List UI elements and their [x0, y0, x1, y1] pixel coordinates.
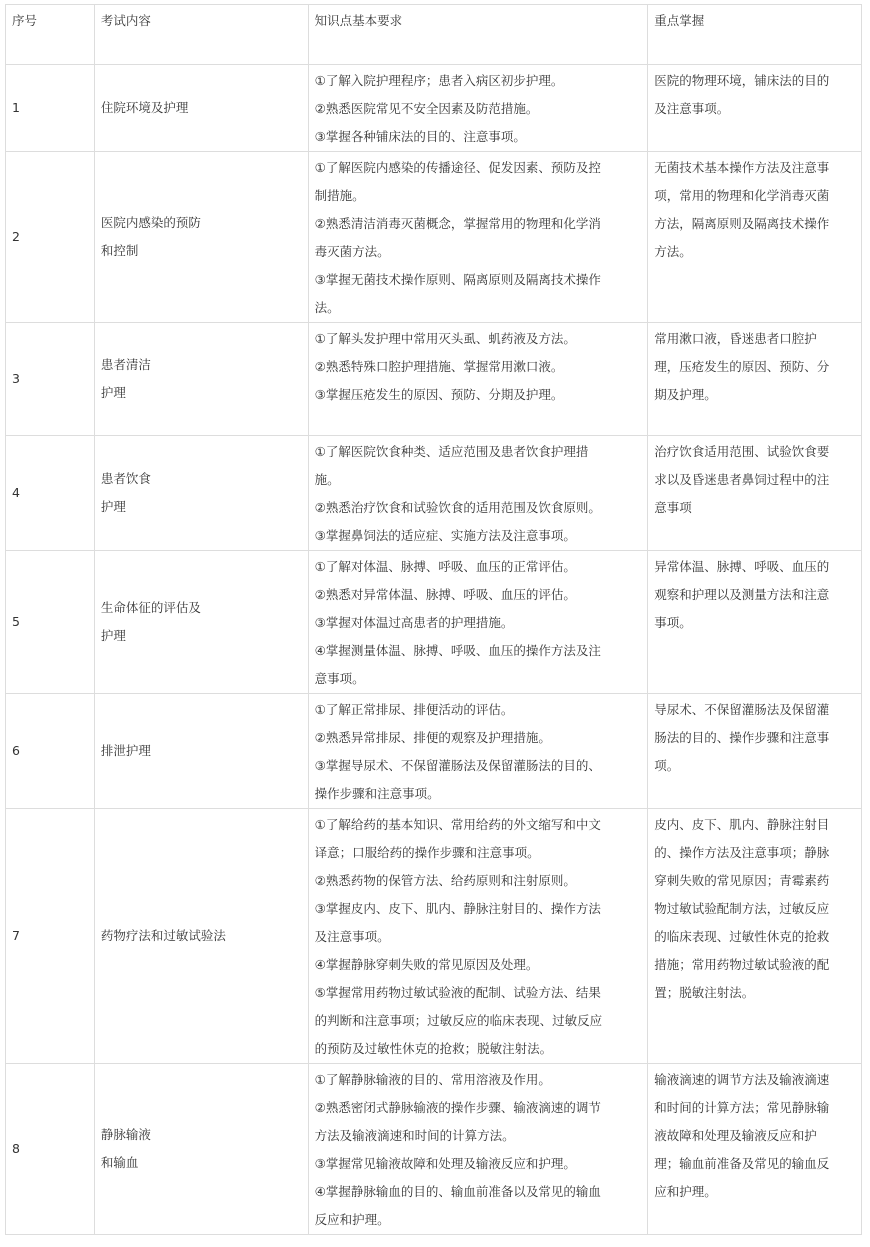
- key-point-line: 观察和护理以及测量方法和注意: [654, 587, 830, 602]
- requirement-line: 毒灭菌方法。: [314, 244, 390, 259]
- requirement-line: ③掌握常见输液故障和处理及输液反应和护理。: [314, 1156, 576, 1171]
- key-point-line: 应和护理。: [654, 1184, 717, 1199]
- key-point-line: 项。: [654, 758, 680, 773]
- key-point-line: 医院的物理环境，铺床法的目的: [654, 73, 830, 88]
- key-point-line: 常用漱口液，昏迷患者口腔护: [654, 331, 817, 346]
- key-point-line: 求以及昏迷患者鼻饲过程中的注: [654, 472, 830, 487]
- requirement-line: ①了解入院护理程序；患者入病区初步护理。: [314, 73, 564, 88]
- header-row: [6, 5, 862, 65]
- requirement-line: ②熟悉特殊口腔护理措施、掌握常用漱口液。: [314, 359, 564, 374]
- requirement-line: ②熟悉药物的保管方法、给药原则和注射原则。: [314, 873, 576, 888]
- exam-content-line: 护理: [100, 385, 126, 400]
- exam-content: [94, 436, 308, 551]
- row-number: 5: [6, 551, 95, 694]
- row-number: 1: [6, 65, 95, 152]
- table-row: [6, 551, 862, 694]
- key-point-line: 无菌技术基本操作方法及注意事: [654, 160, 830, 175]
- exam-content-line: 生命体征的评估及: [100, 600, 201, 615]
- table-row: [6, 65, 862, 152]
- requirement-line: 反应和护理。: [314, 1212, 390, 1227]
- table-row: [6, 809, 862, 1064]
- exam-content-line: 护理: [100, 628, 126, 643]
- exam-content-line: 静脉输液: [100, 1127, 151, 1142]
- key-points: [648, 1064, 862, 1235]
- requirement-line: ③掌握无菌技术操作原则、隔离原则及隔离技术操作: [314, 272, 601, 287]
- key-point-line: 置；脱敏注射法。: [654, 985, 755, 1000]
- requirement-line: ②熟悉治疗饮食和试验饮食的适用范围及饮食原则。: [314, 500, 601, 515]
- requirement-line: ①了解头发护理中常用灭头虱、虮药液及方法。: [314, 331, 576, 346]
- key-point-line: 方法。: [654, 244, 692, 259]
- key-point-line: 的、操作方法及注意事项；静脉: [654, 845, 830, 860]
- row-number: 3: [6, 323, 95, 436]
- exam-content: [94, 809, 308, 1064]
- key-points: [648, 323, 862, 436]
- requirements: [308, 809, 648, 1064]
- key-point-line: 物过敏试验配制方法，过敏反应: [654, 901, 830, 916]
- requirement-line: ②熟悉清洁消毒灭菌概念，掌握常用的物理和化学消: [314, 216, 601, 231]
- key-point-line: 导尿术、不保留灌肠法及保留灌: [654, 702, 830, 717]
- requirement-line: ③掌握各种铺床法的目的、注意事项。: [314, 129, 526, 144]
- row-number: 2: [6, 152, 95, 323]
- exam-content: [94, 694, 308, 809]
- key-point-line: 和时间的计算方法；常见静脉输: [654, 1100, 830, 1115]
- row-number: 6: [6, 694, 95, 809]
- exam-content: [94, 551, 308, 694]
- header-no: 序号: [6, 5, 95, 65]
- row-number: 4: [6, 436, 95, 551]
- key-points: [648, 436, 862, 551]
- exam-content: [94, 323, 308, 436]
- requirements: [308, 694, 648, 809]
- requirement-line: 的预防及过敏性休克的抢救；脱敏注射法。: [314, 1041, 553, 1056]
- key-points: [648, 551, 862, 694]
- requirement-line: ④掌握测量体温、脉搏、呼吸、血压的操作方法及注: [314, 643, 601, 658]
- requirement-line: ③掌握鼻饲法的适应症、实施方法及注意事项。: [314, 528, 576, 543]
- requirement-line: ⑤掌握常用药物过敏试验液的配制、试验方法、结果: [314, 985, 601, 1000]
- requirement-line: 操作步骤和注意事项。: [314, 786, 440, 801]
- exam-content-line: 医院内感染的预防: [100, 215, 201, 230]
- key-point-line: 意事项: [654, 500, 692, 515]
- requirement-line: ①了解医院饮食种类、适应范围及患者饮食护理措: [314, 444, 589, 459]
- requirement-line: 的判断和注意事项；过敏反应的临床表现、过敏反应: [314, 1013, 603, 1028]
- header-key-points: 重点掌握: [648, 5, 862, 65]
- requirement-line: ②熟悉异常排尿、排便的观察及护理措施。: [314, 730, 551, 745]
- requirements: [308, 436, 648, 551]
- requirement-line: ①了解医院内感染的传播途径、促发因素、预防及控: [314, 160, 601, 175]
- requirement-line: 制措施。: [314, 188, 365, 203]
- header-requirements: 知识点基本要求: [308, 5, 648, 65]
- key-point-line: 方法，隔离原则及隔离技术操作: [654, 216, 830, 231]
- key-point-line: 液故障和处理及输液反应和护: [654, 1128, 817, 1143]
- exam-content-line: 住院环境及护理: [100, 100, 189, 115]
- requirements: [308, 65, 648, 152]
- exam-content-line: 患者饮食: [100, 471, 151, 486]
- key-point-line: 项，常用的物理和化学消毒灭菌: [654, 188, 830, 203]
- requirement-line: 方法及输液滴速和时间的计算方法。: [314, 1128, 515, 1143]
- key-point-line: 及注意事项。: [654, 101, 730, 116]
- requirement-line: 意事项。: [314, 671, 365, 686]
- requirement-line: ②熟悉对异常体温、脉搏、呼吸、血压的评估。: [314, 587, 576, 602]
- requirements: [308, 1064, 648, 1235]
- requirements: [308, 323, 648, 436]
- key-points: [648, 65, 862, 152]
- requirement-line: ④掌握静脉输血的目的、输血前准备以及常见的输血: [314, 1184, 601, 1199]
- syllabus-table: [5, 4, 862, 1235]
- exam-content: [94, 152, 308, 323]
- requirement-line: ①了解对体温、脉搏、呼吸、血压的正常评估。: [314, 559, 576, 574]
- requirement-line: ①了解正常排尿、排便活动的评估。: [314, 702, 514, 717]
- header-content: 考试内容: [94, 5, 308, 65]
- key-point-line: 措施；常用药物过敏试验液的配: [654, 957, 830, 972]
- syllabus-table-body: [6, 5, 862, 1235]
- requirement-line: ③掌握压疮发生的原因、预防、分期及护理。: [314, 387, 564, 402]
- exam-content-line: 和输血: [100, 1155, 139, 1170]
- requirements: [308, 551, 648, 694]
- requirement-line: ②熟悉密闭式静脉输液的操作步骤、输液滴速的调节: [314, 1100, 601, 1115]
- exam-content-line: 患者清洁: [100, 357, 151, 372]
- requirement-line: ④掌握静脉穿刺失败的常见原因及处理。: [314, 957, 539, 972]
- key-point-line: 的临床表现、过敏性休克的抢救: [654, 929, 830, 944]
- table-row: [6, 152, 862, 323]
- key-point-line: 治疗饮食适用范围、试验饮食要: [654, 444, 830, 459]
- table-row: [6, 436, 862, 551]
- table-row: [6, 323, 862, 436]
- exam-content-line: 护理: [100, 499, 126, 514]
- requirement-line: ①了解给药的基本知识、常用给药的外文缩写和中文: [314, 817, 601, 832]
- requirement-line: ③掌握皮内、皮下、肌内、静脉注射目的、操作方法: [314, 901, 601, 916]
- requirement-line: 法。: [314, 300, 340, 315]
- requirement-line: ③掌握导尿术、不保留灌肠法及保留灌肠法的目的、: [314, 758, 601, 773]
- row-number: 8: [6, 1064, 95, 1235]
- key-points: [648, 809, 862, 1064]
- key-point-line: 事项。: [654, 615, 692, 630]
- exam-content-line: 和控制: [100, 243, 139, 258]
- exam-content: [94, 65, 308, 152]
- requirements: [308, 152, 648, 323]
- key-point-line: 理，压疮发生的原因、预防、分: [654, 359, 830, 374]
- row-number: 7: [6, 809, 95, 1064]
- key-point-line: 皮内、皮下、肌内、静脉注射目: [654, 817, 830, 832]
- exam-content-line: 排泄护理: [100, 743, 151, 758]
- key-point-line: 肠法的目的、操作步骤和注意事: [654, 730, 830, 745]
- requirement-line: ①了解静脉输液的目的、常用溶液及作用。: [314, 1072, 551, 1087]
- requirement-line: 及注意事项。: [314, 929, 390, 944]
- key-points: [648, 152, 862, 323]
- key-point-line: 理；输血前准备及常见的输血反: [654, 1156, 830, 1171]
- table-row: [6, 1064, 862, 1235]
- requirement-line: ③掌握对体温过高患者的护理措施。: [314, 615, 514, 630]
- key-point-line: 异常体温、脉搏、呼吸、血压的: [654, 559, 830, 574]
- exam-content-line: 药物疗法和过敏试验法: [100, 928, 226, 943]
- requirement-line: ②熟悉医院常见不安全因素及防范措施。: [314, 101, 539, 116]
- key-point-line: 期及护理。: [654, 387, 717, 402]
- key-point-line: 输液滴速的调节方法及输液滴速: [654, 1072, 830, 1087]
- key-points: [648, 694, 862, 809]
- requirement-line: 施。: [314, 472, 340, 487]
- requirement-line: 译意；口服给药的操作步骤和注意事项。: [314, 845, 540, 860]
- key-point-line: 穿刺失败的常见原因；青霉素药: [654, 873, 830, 888]
- exam-content: [94, 1064, 308, 1235]
- table-row: [6, 694, 862, 809]
